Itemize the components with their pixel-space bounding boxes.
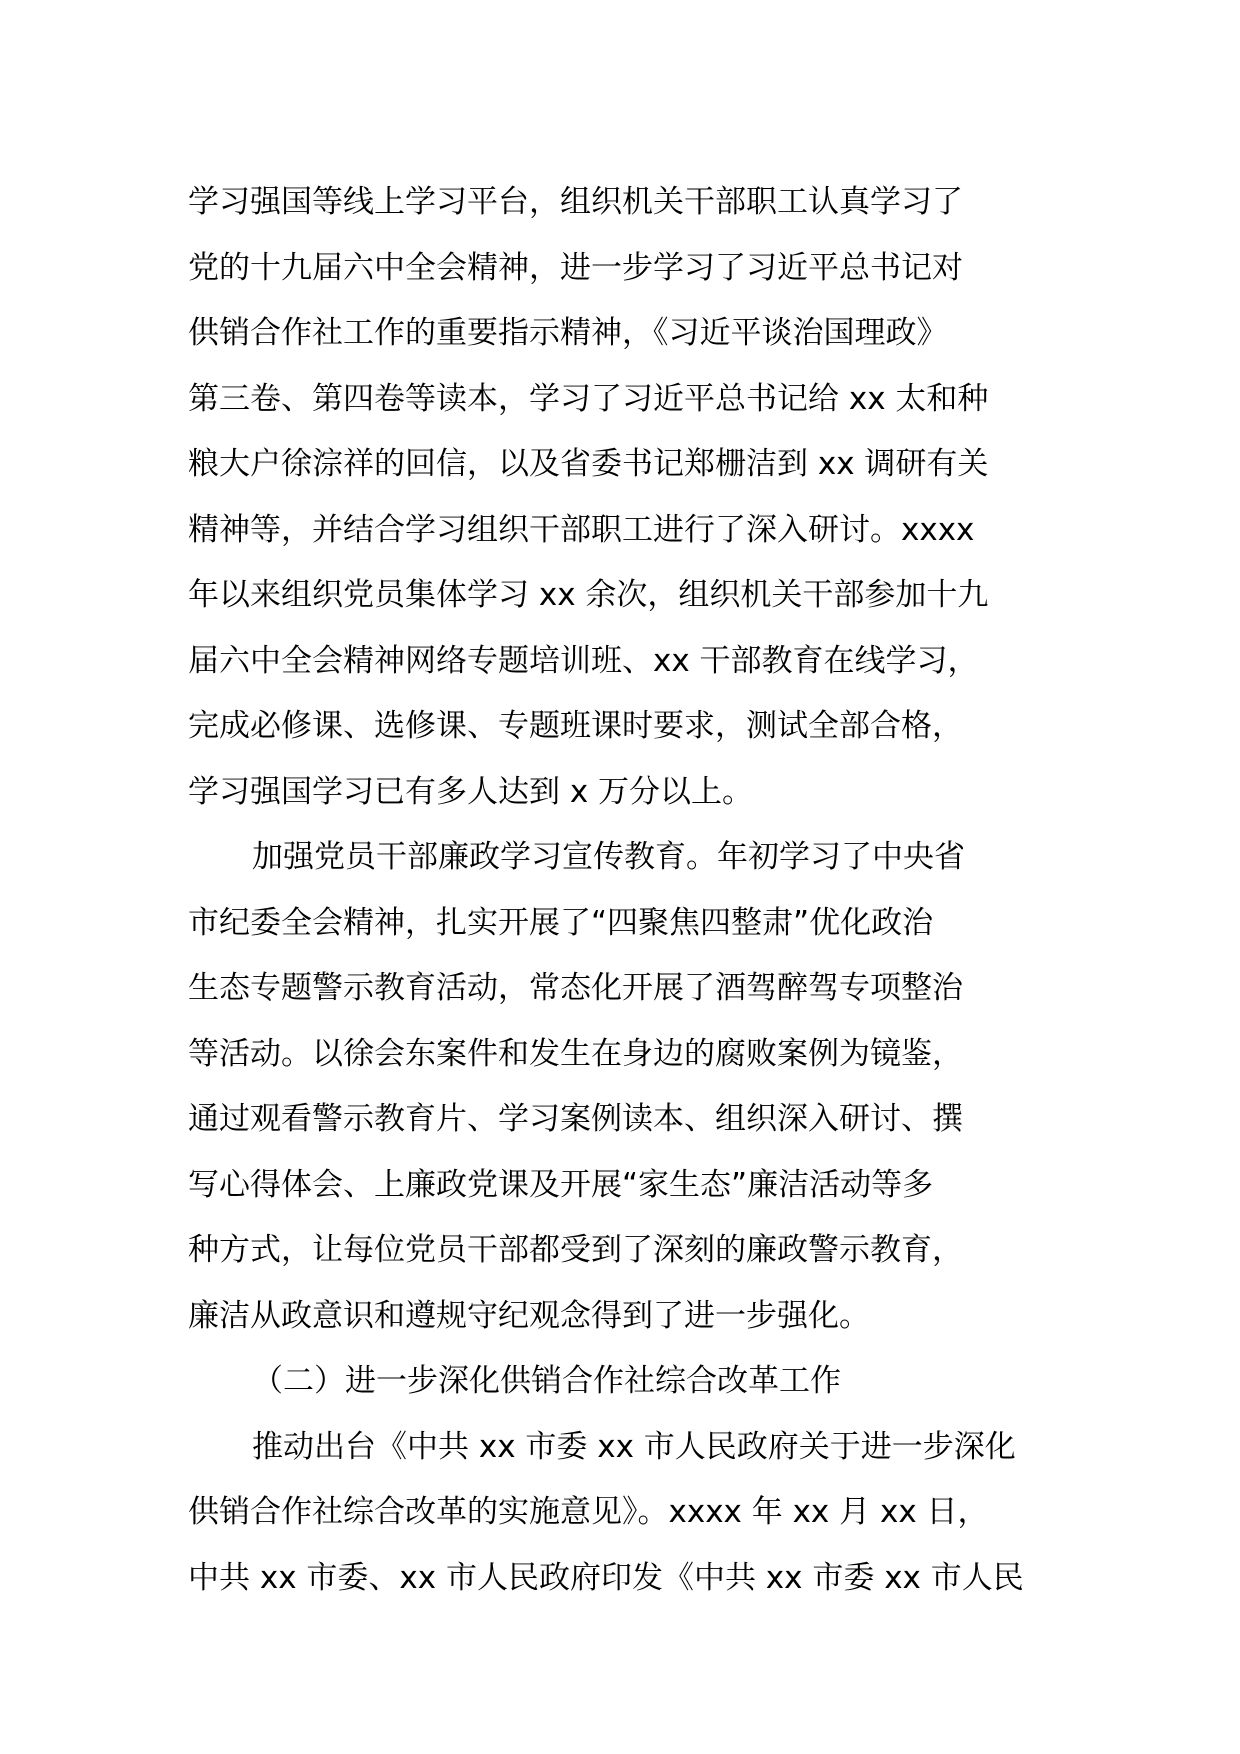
text-line: 市纪委全会精神，扎实开展了“四聚焦四整肃”优化政治 <box>188 904 934 941</box>
text-line: 完成必修课、选修课、专题班课时要求，测试全部合格， <box>188 708 963 744</box>
text-line: 通过观看警示教育片、学习案例读本、组织深入研讨、撰 <box>188 1101 963 1137</box>
document-body <box>188 170 1060 1611</box>
text-line: 年以来组织党员集体学习 xx 余次，组织机关干部参加十九 <box>188 577 989 613</box>
text-line: 供销合作社工作的重要指示精神，《习近平谈治国理政》 <box>188 315 948 351</box>
text-line: 等活动。以徐会东案件和发生在身边的腐败案例为镜鉴， <box>188 1035 963 1072</box>
text-line: 粮大户徐淙祥的回信，以及省委书记郑栅洁到 xx 调研有关 <box>188 446 989 482</box>
text-line: 届六中全会精神网络专题培训班、xx 干部教育在线学习， <box>188 642 979 679</box>
text-line: 中共 xx 市委、xx 市人民政府印发《中共 xx 市委 xx 市人民 <box>188 1559 1024 1596</box>
text-line: 第三卷、第四卷等读本，学习了习近平总书记给 xx 太和种 <box>188 380 989 417</box>
text-line: 种方式，让每位党员干部都受到了深刻的廉政警示教育， <box>188 1232 963 1268</box>
text-line: 供销合作社综合改革的实施意见》。xxxx 年 xx 月 xx 日， <box>188 1494 989 1530</box>
section-heading: （二）进一步深化供销合作社综合改革工作 <box>252 1363 841 1399</box>
text-line: 学习强国等线上学习平台，组织机关干部职工认真学习了 <box>188 184 963 220</box>
text-line: 生态专题警示教育活动，常态化开展了酒驾醉驾专项整治 <box>188 970 963 1006</box>
text-line: 廉洁从政意识和遵规守纪观念得到了进一步强化。 <box>188 1297 870 1334</box>
text-line: 精神等，并结合学习组织干部职工进行了深入研讨。xxxx <box>188 511 975 548</box>
paragraph-first-line: 推动出台《中共 xx 市委 xx 市人民政府关于进一步深化 <box>252 1428 1016 1465</box>
text-line: 写心得体会、上廉政党课及开展“家生态”廉洁活动等多 <box>188 1166 934 1203</box>
text-line: 学习强国学习已有多人达到 x 万分以上。 <box>188 773 754 810</box>
paragraph-first-line: 加强党员干部廉政学习宣传教育。年初学习了中央省 <box>252 839 965 875</box>
text-line: 党的十九届六中全会精神，进一步学习了习近平总书记对 <box>188 249 963 286</box>
